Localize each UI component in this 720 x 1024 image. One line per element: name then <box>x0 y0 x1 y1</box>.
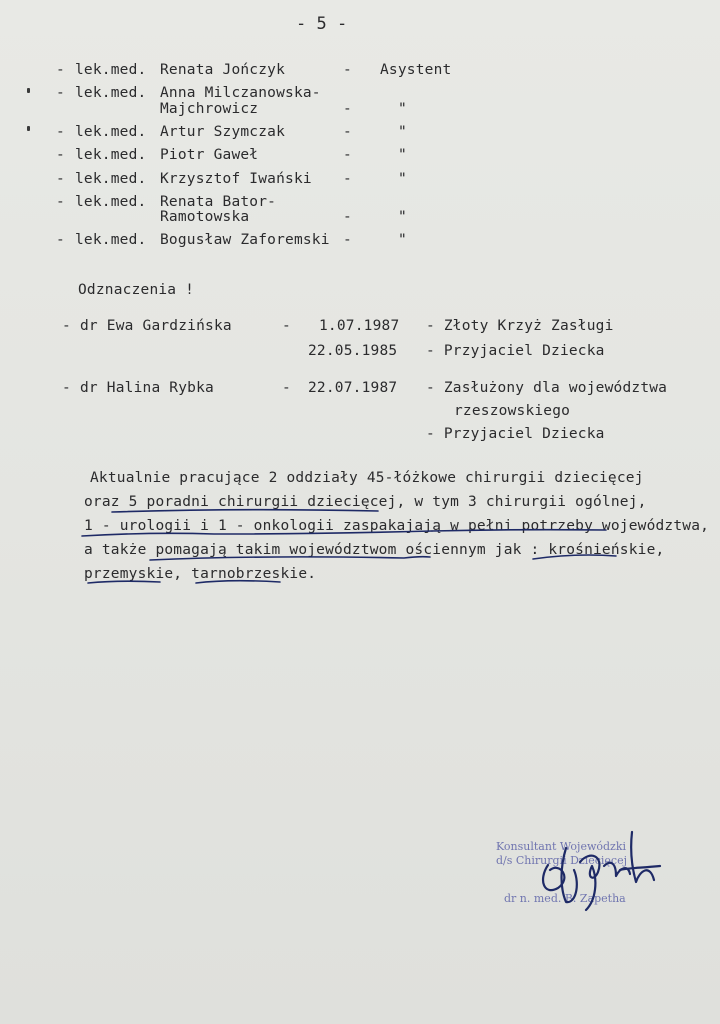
bullet-dash: - <box>56 232 65 248</box>
staff-prefix: lek.med. <box>75 62 147 78</box>
award-title: - Zasłużony dla województwa <box>426 380 668 396</box>
bullet-dash: - <box>62 318 71 334</box>
staff-name-continued: Ramotowska <box>160 209 250 225</box>
staff-prefix: lek.med. <box>75 171 147 187</box>
staff-separator: - <box>343 171 352 187</box>
staff-prefix: lek.med. <box>75 124 147 140</box>
stamp-line: dr n. med. B. Zapetha <box>504 892 626 905</box>
stamp-line: d/s Chirurgii Dziecięcej <box>496 854 627 867</box>
staff-role: Asystent <box>380 62 452 78</box>
award-date: 22.05.1985 <box>308 343 398 359</box>
bullet-dash: - <box>56 147 65 163</box>
staff-separator: - <box>343 232 352 248</box>
staff-prefix: lek.med. <box>75 147 147 163</box>
award-title-continued: rzeszowskiego <box>454 403 571 419</box>
staff-name-continued: Majchrowicz <box>160 101 259 117</box>
awards-heading: Odznaczenia ! <box>78 282 195 298</box>
staff-role-ditto: " <box>398 101 407 117</box>
staff-prefix: lek.med. <box>75 194 147 210</box>
staff-role-ditto: " <box>398 232 407 248</box>
staff-prefix: lek.med. <box>75 232 147 248</box>
award-title: - Złoty Krzyż Zasługi <box>426 318 614 334</box>
bullet-dash: - <box>56 124 65 140</box>
staff-name: Renata Jończyk <box>160 62 286 78</box>
paragraph-line: a także pomagają takim województwom ościennym jak : krośnieńskie, <box>84 542 665 558</box>
paragraph-line: 1 - urologii i 1 - onkologii zaspakajają w pełni potrzeby województwa, <box>84 518 710 534</box>
paragraph-line: oraz 5 poradni chirurgii dziecięcej, w tym 3 chirurgii ogólnej, <box>84 494 647 510</box>
staff-role-ditto: " <box>398 209 407 225</box>
paragraph-line: przemyskie, tarnobrzeskie. <box>84 566 317 582</box>
bullet-dash: - <box>62 380 71 396</box>
award-date: 22.07.1987 <box>308 380 398 396</box>
staff-separator: - <box>343 101 352 117</box>
staff-name: Anna Milczanowska- <box>160 85 321 101</box>
award-date: 1.07.1987 <box>319 318 400 334</box>
award-title: - Przyjaciel Dziecka <box>426 343 605 359</box>
staff-separator: - <box>343 124 352 140</box>
staff-name: Piotr Gaweł <box>160 147 259 163</box>
bullet-dash: - <box>56 194 65 210</box>
staff-separator: - <box>343 209 352 225</box>
page-number: - 5 - <box>296 14 348 34</box>
bullet-dash: - <box>56 85 65 101</box>
bullet-dash: - <box>56 171 65 187</box>
staff-separator: - <box>343 62 352 78</box>
staff-name: Krzysztof Iwański <box>160 171 312 187</box>
stamp-line: Konsultant Wojewódzki <box>496 840 627 853</box>
staff-role-ditto: " <box>398 124 407 140</box>
award-separator: - <box>282 380 291 396</box>
award-title: - Przyjaciel Dziecka <box>426 426 605 442</box>
bullet-dash: - <box>56 62 65 78</box>
staff-prefix: lek.med. <box>75 85 147 101</box>
staff-role-ditto: " <box>398 147 407 163</box>
staff-name: Renata Bator- <box>160 194 277 210</box>
staff-separator: - <box>343 147 352 163</box>
staff-name: Bogusław Zaforemski <box>160 232 330 248</box>
staff-role-ditto: " <box>398 171 407 187</box>
award-recipient: dr Halina Rybka <box>80 380 214 396</box>
staff-name: Artur Szymczak <box>160 124 286 140</box>
award-recipient: dr Ewa Gardzińska <box>80 318 232 334</box>
paragraph-line: Aktualnie pracujące 2 oddziały 45-łóżkowe chirurgii dziecięcej <box>90 470 644 486</box>
award-separator: - <box>282 318 291 334</box>
